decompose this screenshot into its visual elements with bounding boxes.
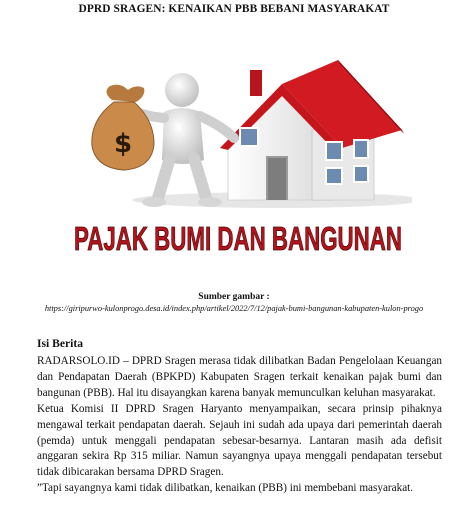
- paragraph: RADARSOLO.ID – DPRD Sragen merasa tidak dilibatkan Badan Pengelolaan Keuangan dan Pendapatan Daerah (BPKPD) Kabupaten Sragen terkait kenaikan pajak bumi dan bangunan (PBB). Hal itu disayangkan karena banyak memunculkan keluhan masyarakat.: [37, 355, 442, 399]
- article-body: [37, 354, 442, 497]
- image-credit-label: Sumber gambar :: [198, 292, 270, 302]
- pbb-illustration: [72, 30, 412, 288]
- paragraph: Ketua Komisi II DPRD Sragen Haryanto menyampaikan, secara prinsip pihaknya mengawal terkait pendapatan daerah. Sejauh ini sudah ada upaya dari pemerintah daerah (pemda) untuk menggali pendapatan sebesar-besarnya. Lantaran masih ada defisit anggaran sekira Rp 315 miliar. Namun sayangnya upaya menggali pendapatan tersebut tidak dibicarakan bersama DPRD Sragen.: [37, 402, 442, 479]
- section-heading: Isi Berita: [37, 337, 84, 350]
- article-title: DPRD SRAGEN: KENAIKAN PBB BEBANI MASYARAKAT: [78, 3, 390, 15]
- dollar-symbol: $: [113, 129, 133, 159]
- money-bag-icon: [92, 85, 154, 170]
- image-credit-url: https://giripurwo-kulonprogo.desa.id/index.php/artikel/2022/7/12/pajak-bumi-bangunan-kabupaten-kulon-progo: [44, 304, 424, 313]
- paragraph: ”Tapi sayangnya kami tidak dilibatkan, kenaikan (PBB) ini membebani masyarakat.: [37, 482, 414, 495]
- house-icon: [220, 60, 404, 200]
- banner-text: PAJAK BUMI DAN BANGUNAN: [74, 220, 402, 257]
